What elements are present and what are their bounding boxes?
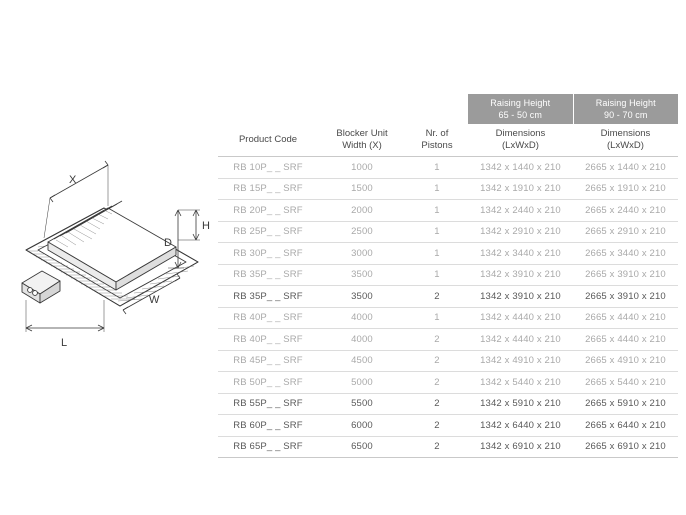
cell-pistons: 2 [406,350,468,372]
cell-dimensions-90: 2665 x 1440 x 210 [573,157,678,179]
cell-dimensions-90: 2665 x 3910 x 210 [573,286,678,308]
cell-dimensions-90: 2665 x 4440 x 210 [573,329,678,351]
cell-dimensions-65: 1342 x 3910 x 210 [468,286,573,308]
column-header-product-code [218,124,318,157]
cell-blocker-width: 3000 [318,243,406,265]
cell-dimensions-65: 1342 x 4440 x 210 [468,329,573,351]
cell-product-code: RB 55P_ _ SRF [218,393,318,415]
cell-pistons: 1 [406,307,468,329]
cell-pistons: 1 [406,243,468,265]
dimension-label-x: X [69,174,77,186]
cell-dimensions-65: 1342 x 2910 x 210 [468,221,573,243]
column-header-dim90-line1: Dimensions [600,128,651,139]
group-header-65-line1: Raising Height [490,98,551,108]
table-row [218,221,678,243]
cell-dimensions-90: 2665 x 4910 x 210 [573,350,678,372]
cell-pistons: 2 [406,372,468,394]
cell-product-code: RB 50P_ _ SRF [218,372,318,394]
table-row [218,157,678,179]
cell-dimensions-90: 2665 x 2910 x 210 [573,221,678,243]
column-header-dim90-line2: (LxWxD) [607,140,644,151]
cell-dimensions-65: 1342 x 1910 x 210 [468,178,573,200]
cell-dimensions-65: 1342 x 3440 x 210 [468,243,573,265]
table-row [218,178,678,200]
cell-dimensions-65: 1342 x 1440 x 210 [468,157,573,179]
cell-product-code: RB 45P_ _ SRF [218,350,318,372]
cell-product-code: RB 15P_ _ SRF [218,178,318,200]
cell-dimensions-65: 1342 x 3910 x 210 [468,264,573,286]
blocker-unit-drawing [8,150,213,365]
cell-dimensions-65: 1342 x 5910 x 210 [468,393,573,415]
table-row [218,329,678,351]
cell-dimensions-65: 1342 x 4440 x 210 [468,307,573,329]
column-header-width-line2: Width (X) [342,140,382,151]
cell-dimensions-90: 2665 x 1910 x 210 [573,178,678,200]
cell-blocker-width: 6000 [318,415,406,437]
cell-blocker-width: 4000 [318,329,406,351]
column-header-pistons-line2: Pistons [421,140,453,151]
table-row [218,415,678,437]
cell-dimensions-90: 2665 x 6910 x 210 [573,436,678,458]
cell-blocker-width: 3500 [318,286,406,308]
table-row [218,372,678,394]
cell-product-code: RB 20P_ _ SRF [218,200,318,222]
column-header-product-code-line1: Product Code [238,134,298,145]
cell-blocker-width: 5000 [318,372,406,394]
cell-pistons: 1 [406,200,468,222]
cell-product-code: RB 65P_ _ SRF [218,436,318,458]
cell-blocker-width: 1000 [318,157,406,179]
group-header-raising-height-65 [468,94,573,124]
cell-product-code: RB 25P_ _ SRF [218,221,318,243]
cell-dimensions-65: 1342 x 4910 x 210 [468,350,573,372]
group-header-raising-height-90 [573,94,678,124]
table-column-header-row [218,124,678,157]
table-row [218,243,678,265]
cell-blocker-width: 1500 [318,178,406,200]
cell-pistons: 2 [406,286,468,308]
cell-blocker-width: 5500 [318,393,406,415]
cell-pistons: 2 [406,436,468,458]
cell-product-code: RB 30P_ _ SRF [218,243,318,265]
column-header-width-line1: Blocker Unit [336,128,388,139]
cell-dimensions-90: 2665 x 6440 x 210 [573,415,678,437]
cell-product-code: RB 35P_ _ SRF [218,264,318,286]
column-header-nr-of-pistons [406,124,468,157]
cell-dimensions-90: 2665 x 5440 x 210 [573,372,678,394]
cell-dimensions-65: 1342 x 6440 x 210 [468,415,573,437]
cell-blocker-width: 4500 [318,350,406,372]
table-row [218,286,678,308]
column-header-dimensions-65 [468,124,573,157]
table-row [218,436,678,458]
table-row [218,264,678,286]
dimension-label-l: L [61,337,68,349]
cell-pistons: 1 [406,264,468,286]
column-header-dimensions-90 [573,124,678,157]
cell-blocker-width: 2000 [318,200,406,222]
cell-dimensions-65: 1342 x 5440 x 210 [468,372,573,394]
cell-dimensions-65: 1342 x 6910 x 210 [468,436,573,458]
table-row [218,350,678,372]
cell-dimensions-90: 2665 x 3910 x 210 [573,264,678,286]
dimension-label-h: H [202,220,210,232]
cell-pistons: 2 [406,393,468,415]
cell-blocker-width: 4000 [318,307,406,329]
product-diagram [8,150,213,365]
group-header-65-line2: 65 - 50 cm [498,110,543,120]
cell-dimensions-90: 2665 x 2440 x 210 [573,200,678,222]
table-row [218,393,678,415]
product-specification-table [218,94,678,458]
cell-product-code: RB 60P_ _ SRF [218,415,318,437]
dimension-label-w: W [149,294,160,306]
cell-pistons: 2 [406,415,468,437]
cell-product-code: RB 40P_ _ SRF [218,307,318,329]
cell-pistons: 1 [406,221,468,243]
cell-product-code: RB 10P_ _ SRF [218,157,318,179]
cell-pistons: 2 [406,329,468,351]
group-header-blank [218,94,468,124]
column-header-dim65-line1: Dimensions [495,128,546,139]
column-header-dim65-line2: (LxWxD) [502,140,539,151]
cell-blocker-width: 3500 [318,264,406,286]
table-body [218,157,678,458]
cell-product-code: RB 40P_ _ SRF [218,329,318,351]
cell-dimensions-65: 1342 x 2440 x 210 [468,200,573,222]
cell-dimensions-90: 2665 x 4440 x 210 [573,307,678,329]
group-header-90-line2: 90 - 70 cm [603,110,648,120]
cell-blocker-width: 2500 [318,221,406,243]
table-row [218,307,678,329]
column-header-pistons-line1: Nr. of [425,128,449,139]
cell-pistons: 1 [406,178,468,200]
cell-blocker-width: 6500 [318,436,406,458]
cell-dimensions-90: 2665 x 5910 x 210 [573,393,678,415]
cell-product-code: RB 35P_ _ SRF [218,286,318,308]
table-row [218,200,678,222]
dimension-label-d: D [164,237,172,249]
column-header-blocker-unit-width [318,124,406,157]
cell-pistons: 1 [406,157,468,179]
cell-dimensions-90: 2665 x 3440 x 210 [573,243,678,265]
table-group-header-row [218,94,678,124]
group-header-90-line1: Raising Height [595,98,656,108]
